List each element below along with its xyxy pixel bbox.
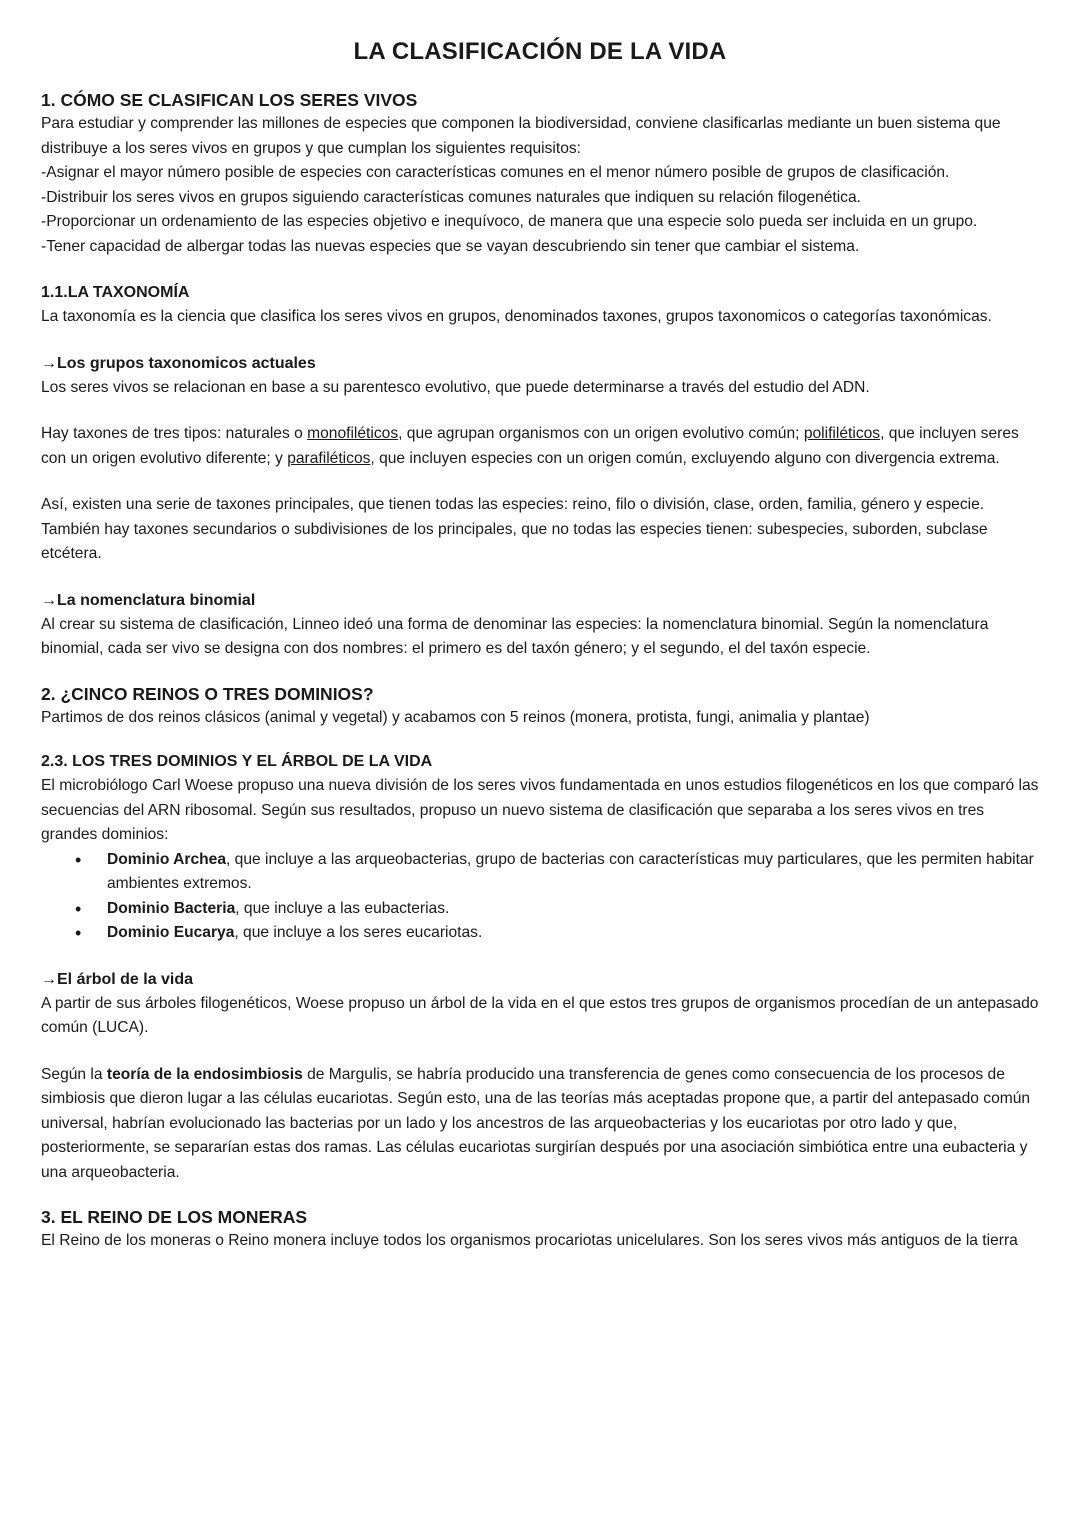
woese-paragraph: El microbiólogo Carl Woese propuso una nueva división de los seres vivos fundamentada en unos estudios filogenéticos en los que comparó las secuencias del ARN ribosomal. Según sus resultados, propuso un nuevo sistema de clasificación que separaba a los seres vivos en tres grandes dominios: bbox=[41, 777, 1039, 843]
section-1-intro: Para estudiar y comprender las millones de especies que componen la biodiversidad, conviene clasificarlas mediante un buen sistema que distribuye a los seres vivos en grupos y que cumplan los siguientes requisitos: bbox=[41, 115, 1001, 157]
tree-of-life-text: A partir de sus árboles filogenéticos, Woese propuso un árbol de la vida en el que estos tres grupos de organismos procedían de un antepasado común (LUCA). bbox=[41, 994, 1039, 1036]
section-1-1-heading: 1.1.LA TAXONOMÍA bbox=[41, 284, 190, 301]
requirement-1: -Asignar el mayor número posible de especies con características comunes en el menor número posible de grupos de clasificación. bbox=[41, 164, 950, 181]
document-title: LA CLASIFICACIÓN DE LA VIDA bbox=[353, 38, 727, 65]
domain-description: , que incluye a las arqueobacterias, grupo de bacterias con características muy particulares, que les permiten habitar ambientes extremos. bbox=[107, 850, 1034, 892]
term-endosymbiosis: teoría de la endosimbiosis bbox=[106, 1065, 303, 1083]
subheading-binomial bbox=[41, 589, 1039, 613]
list-item bbox=[107, 848, 1039, 897]
subheading-text: El árbol de la vida bbox=[57, 970, 194, 988]
requirement-2: -Distribuir los seres vivos en grupos siguiendo características comunes naturales que indiquen su relación filogenética. bbox=[41, 188, 861, 206]
term-monofileticos: monofiléticos bbox=[307, 425, 399, 442]
text-run: Según la bbox=[41, 1065, 107, 1083]
domain-name: Dominio Eucarya bbox=[107, 924, 235, 941]
text-run: , que agrupan organismos con un origen evolutivo común; bbox=[398, 425, 804, 442]
section-2-3-heading: 2.3. LOS TRES DOMINIOS Y EL ÁRBOL DE LA VIDA bbox=[41, 753, 433, 770]
section-3-text: El Reino de los moneras o Reino monera incluye todos los organismos procariotas unicelulares. Son los seres vivos más antiguos de la tierra bbox=[41, 1232, 1018, 1249]
section-2-text: Partimos de dos reinos clásicos (animal y vegetal) y acabamos con 5 reinos (monera, protista, fungi, animalia y plantae) bbox=[41, 708, 870, 726]
domain-description: , que incluye a los seres eucariotas. bbox=[234, 924, 483, 941]
subheading-taxonomic-groups bbox=[41, 352, 1039, 376]
text-run: , que incluyen seres con un origen evolutivo diferente; y bbox=[41, 425, 1019, 467]
taxonomic-groups-text: Los seres vivos se relacionan en base a su parentesco evolutivo, que puede determinarse a través del estudio del ADN. bbox=[41, 378, 870, 396]
term-polifileticos: polifiléticos bbox=[803, 425, 881, 442]
binomial-text: Al crear su sistema de clasificación, Linneo ideó una forma de denominar las especies: la nomenclatura binomial. Según la nomenclatura binomial, cada ser vivo se designa con dos nombres: el primero es del taxón género; y el segundo, el del taxón especie. bbox=[41, 615, 989, 657]
endosymbiosis-paragraph bbox=[41, 1063, 1039, 1186]
text-run: de Margulis, se habría producido una transferencia de genes como consecuencia de los procesos de simbiosis que dieron lugar a las células eucariotas. Según esto, una de las teorías más aceptadas propone que, a partir del antepasado común universal, habrían evolucionado las bacterias por un lado y los ancestros de las arqueobacterias y los eucariotas por otro lado y que, posteriormente, se separarían estas dos ramas. Las células eucariotas surgirían después por una asociación simbiótica entre una eubacteria y una arqueobacteria. bbox=[41, 1065, 1031, 1181]
domain-name: Dominio Bacteria bbox=[107, 899, 236, 917]
domain-description: , que incluye a las eubacterias. bbox=[235, 899, 450, 917]
requirement-3: -Proporcionar un ordenamiento de las especies objetivo e inequívoco, de manera que una especie solo pueda ser incluida en un grupo. bbox=[41, 213, 978, 230]
section-1-heading: 1. CÓMO SE CLASIFICAN LOS SERES VIVOS bbox=[41, 90, 418, 110]
domains-list bbox=[41, 848, 1039, 946]
text-run: , que incluyen especies con un origen común, excluyendo alguno con divergencia extrema. bbox=[370, 449, 1000, 467]
domain-name: Dominio Archea bbox=[107, 850, 226, 868]
taxonomy-definition: La taxonomía es la ciencia que clasifica los seres vivos en grupos, denominados taxones, grupos taxonomicos o categorías taxonómicas. bbox=[41, 308, 992, 325]
section-2-heading: 2. ¿CINCO REINOS O TRES DOMINIOS? bbox=[41, 683, 374, 704]
arrow-right-icon: → bbox=[41, 591, 57, 609]
subheading-text: La nomenclatura binomial bbox=[57, 591, 256, 609]
section-3-heading: 3. EL REINO DE LOS MONERAS bbox=[41, 1207, 308, 1227]
subheading-tree-of-life bbox=[41, 968, 1039, 992]
term-parafileticos: parafiléticos bbox=[287, 449, 371, 467]
document-page bbox=[41, 38, 1039, 1254]
subheading-text: Los grupos taxonomicos actuales bbox=[57, 354, 316, 372]
arrow-right-icon: → bbox=[41, 970, 57, 988]
list-item bbox=[107, 921, 1039, 946]
arrow-right-icon: → bbox=[41, 354, 57, 372]
text-run: Hay taxones de tres tipos: naturales o bbox=[41, 425, 308, 442]
taxon-types-paragraph bbox=[41, 422, 1039, 471]
requirement-4: -Tener capacidad de albergar todas las nuevas especies que se vayan descubriendo sin tener que cambiar el sistema. bbox=[41, 237, 860, 255]
main-taxa-paragraph: Así, existen una serie de taxones principales, que tienen todas las especies: reino, filo o división, clase, orden, familia, género y especie. También hay taxones secundarios o subdivisiones de los principales, que no todas las especies tienen: subespecies, suborden, subclase etcétera. bbox=[41, 496, 988, 562]
list-item bbox=[107, 897, 1039, 922]
